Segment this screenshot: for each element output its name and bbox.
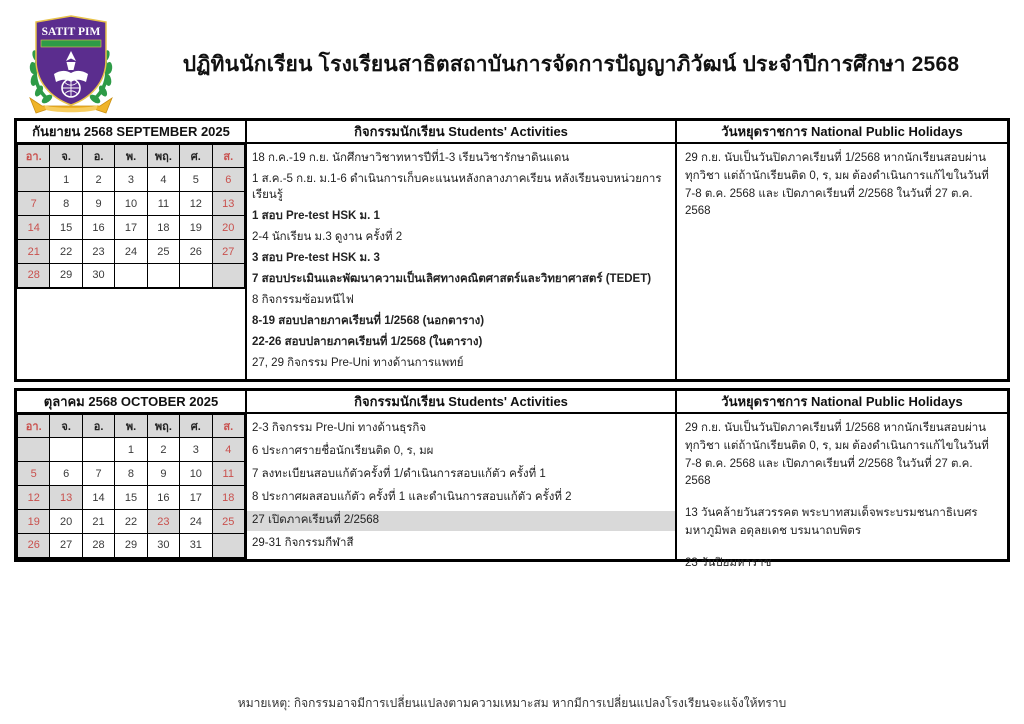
calendar-day: 24 xyxy=(180,510,212,534)
calendar-day: 6 xyxy=(50,462,82,486)
calendar-day: 16 xyxy=(147,486,179,510)
calendar-day: 9 xyxy=(147,462,179,486)
month-title: ตุลาคม 2568 OCTOBER 2025 xyxy=(17,391,245,414)
calendar-day: 14 xyxy=(82,486,114,510)
mini-calendar-container xyxy=(17,144,245,379)
activity-item: 7 สอบประเมินและพัฒนาความเป็นเลิศทางคณิตศาสตร์และวิทยาศาสตร์ (TEDET) xyxy=(252,272,652,285)
calendar-day: 31 xyxy=(180,534,212,558)
calendar-day: 19 xyxy=(180,216,212,240)
holidays-list xyxy=(677,144,1007,379)
weekday-header: พ. xyxy=(115,145,147,168)
activity-item: 18 ก.ค.-19 ก.ย. นักศึกษาวิชาทหารปีที่1-3 เรียนวิชารักษาดินแดน xyxy=(252,152,570,164)
activity-item: 8 กิจกรรมซ้อมหนีไฟ xyxy=(252,294,354,307)
calendar-day: 17 xyxy=(115,216,147,240)
calendar-day: 29 xyxy=(115,534,147,558)
calendar-day: 1 xyxy=(115,438,147,462)
weekday-header: ศ. xyxy=(180,145,212,168)
weekday-header: จ. xyxy=(50,415,82,438)
weekday-header: พ. xyxy=(115,415,147,438)
calendar-day: 24 xyxy=(115,240,147,264)
calendar-day: 3 xyxy=(115,168,147,192)
activities-column xyxy=(247,121,677,379)
calendar-day: 7 xyxy=(18,192,50,216)
calendar-day: 8 xyxy=(115,462,147,486)
calendar-day: 30 xyxy=(82,264,114,288)
weekday-header: ส. xyxy=(212,415,244,438)
calendar-day: 9 xyxy=(82,192,114,216)
calendar-empty-cell xyxy=(212,534,244,558)
calendar-day: 7 xyxy=(82,462,114,486)
calendar-day: 20 xyxy=(50,510,82,534)
calendar-day: 22 xyxy=(50,240,82,264)
month-section-october xyxy=(14,388,1010,569)
calendar-day: 21 xyxy=(18,240,50,264)
holiday-item: 29 ก.ย. นับเป็นวันปิดภาคเรียนที่ 1/2568 หากนักเรียนสอบผ่านทุกวิชา แต่ถ้านักเรียนติด 0, ร, มผ ต้องดำเนินการแก้ไขในวันที่ 7-8 ต.ค. 2568 และ เปิดภาคเรียนที่ 2/2568 ในวันที่ 27 ต.ค. 2568 xyxy=(685,152,989,218)
calendar-empty-cell xyxy=(18,168,50,192)
holidays-list xyxy=(677,414,1007,579)
calendar-day: 25 xyxy=(147,240,179,264)
calendar-empty-cell xyxy=(212,264,244,288)
weekday-header: พฤ. xyxy=(147,145,179,168)
calendar-day: 6 xyxy=(212,168,244,192)
footer-note: หมายเหตุ: กิจกรรมอาจมีการเปลี่ยนแปลงตามความเหมาะสม หากมีการเปลี่ยนแปลงโรงเรียนจะแจ้งให้ทราบ xyxy=(237,696,787,710)
mini-calendar xyxy=(17,414,245,559)
weekday-header: ส. xyxy=(212,145,244,168)
calendar-day: 25 xyxy=(212,510,244,534)
calendar-day: 11 xyxy=(212,462,244,486)
calendar-day: 16 xyxy=(82,216,114,240)
month-section-september xyxy=(14,118,1010,382)
activity-item: 2-3 กิจกรรม Pre-Uni ทางด้านธุรกิจ xyxy=(252,422,427,434)
holiday-item: 29 ก.ย. นับเป็นวันปิดภาคเรียนที่ 1/2568 หากนักเรียนสอบผ่านทุกวิชา แต่ถ้านักเรียนติด 0, ร, มผ ต้องดำเนินการแก้ไขในวันที่ 7-8 ต.ค. 2568 และ เปิดภาคเรียนที่ 2/2568 ในวันที่ 27 ต.ค. 2568 xyxy=(685,422,989,488)
calendar-day: 15 xyxy=(115,486,147,510)
calendar-day: 2 xyxy=(82,168,114,192)
activity-item: 29-31 กิจกรรมกีฬาสี xyxy=(252,537,354,550)
calendar-day: 12 xyxy=(18,486,50,510)
calendar-empty-cell xyxy=(147,264,179,288)
calendar-day: 18 xyxy=(212,486,244,510)
calendar-day: 12 xyxy=(180,192,212,216)
activity-item: 8-19 สอบปลายภาคเรียนที่ 1/2568 (นอกตาราง) xyxy=(252,315,485,328)
activity-item: 2-4 นักเรียน ม.3 ดูงาน ครั้งที่ 2 xyxy=(252,230,403,243)
activity-item: 22-26 สอบปลายภาคเรียนที่ 1/2568 (ในตาราง) xyxy=(252,336,483,349)
calendar-day: 23 xyxy=(82,240,114,264)
calendar-empty-cell xyxy=(18,438,50,462)
calendar-day: 28 xyxy=(18,264,50,288)
weekday-header: ศ. xyxy=(180,415,212,438)
calendar-empty-cell xyxy=(82,438,114,462)
activity-item: 7 ลงทะเบียนสอบแก้ตัวครั้งที่ 1/ดำเนินการสอบแก้ตัว ครั้งที่ 1 xyxy=(252,468,546,481)
calendar-day: 20 xyxy=(212,216,244,240)
weekday-header: อ. xyxy=(82,145,114,168)
calendar-day: 26 xyxy=(180,240,212,264)
calendar-day: 8 xyxy=(50,192,82,216)
weekday-header: อา. xyxy=(18,145,50,168)
month-title: กันยายน 2568 SEPTEMBER 2025 xyxy=(17,121,245,144)
calendar-day: 10 xyxy=(180,462,212,486)
activity-item: 27 เปิดภาคเรียนที่ 2/2568 xyxy=(247,511,675,531)
calendar-empty-cell xyxy=(50,438,82,462)
calendar-day: 13 xyxy=(212,192,244,216)
calendar-day: 29 xyxy=(50,264,82,288)
mini-calendar xyxy=(17,144,245,289)
activities-header: กิจกรรมนักเรียน Students' Activities xyxy=(247,391,675,414)
calendar-day: 2 xyxy=(147,438,179,462)
calendar-day: 21 xyxy=(82,510,114,534)
calendar-day: 28 xyxy=(82,534,114,558)
activity-item: 6 ประกาศรายชื่อนักเรียนติด 0, ร, มผ xyxy=(252,445,434,458)
calendar-column xyxy=(17,391,247,559)
holidays-header: วันหยุดราชการ National Public Holidays xyxy=(677,121,1007,144)
calendar-day: 11 xyxy=(147,192,179,216)
page-title: ปฏิทินนักเรียน โรงเรียนสาธิตสถาบันการจัดการปัญญาภิวัฒน์ ประจำปีการศึกษา 2568 xyxy=(182,53,960,76)
calendar-day: 14 xyxy=(18,216,50,240)
holidays-column xyxy=(677,121,1007,379)
weekday-header: จ. xyxy=(50,145,82,168)
calendar-day: 5 xyxy=(180,168,212,192)
weekday-header: อ. xyxy=(82,415,114,438)
calendar-day: 1 xyxy=(50,168,82,192)
activity-item: 1 สอบ Pre-test HSK ม. 1 xyxy=(252,209,380,222)
calendar-day: 18 xyxy=(147,216,179,240)
shield-icon xyxy=(36,16,106,105)
activities-list xyxy=(247,144,675,379)
calendar-day: 4 xyxy=(212,438,244,462)
calendar-empty-cell xyxy=(115,264,147,288)
calendar-day: 17 xyxy=(180,486,212,510)
weekday-header: พฤ. xyxy=(147,415,179,438)
calendar-day: 15 xyxy=(50,216,82,240)
school-crest-logo xyxy=(16,8,126,116)
calendar-day: 30 xyxy=(147,534,179,558)
activity-item: 3 สอบ Pre-test HSK ม. 3 xyxy=(252,251,380,264)
activity-item: 8 ประกาศผลสอบแก้ตัว ครั้งที่ 1 และดำเนินการสอบแก้ตัว ครั้งที่ 2 xyxy=(252,491,572,504)
calendar-day: 23 xyxy=(147,510,179,534)
activity-item: 27, 29 กิจกรรม Pre-Uni ทางด้านการแพทย์ xyxy=(252,357,464,370)
calendar-day: 3 xyxy=(180,438,212,462)
svg-text:SATIT PIM: SATIT PIM xyxy=(41,26,101,38)
calendar-column xyxy=(17,121,247,379)
calendar-day: 26 xyxy=(18,534,50,558)
holiday-item: 23 วันปิยมหาราช xyxy=(685,556,772,569)
holidays-header: วันหยุดราชการ National Public Holidays xyxy=(677,391,1007,414)
calendar-day: 13 xyxy=(50,486,82,510)
activity-item: 1 ส.ค.-5 ก.ย. ม.1-6 ดำเนินการเก็บคะแนนหลังกลางภาคเรียน หลังเรียนจบหน่วยการเรียนรู้ xyxy=(252,173,662,201)
calendar-day: 27 xyxy=(50,534,82,558)
calendar-day: 5 xyxy=(18,462,50,486)
activities-list xyxy=(247,414,675,559)
calendar-day: 22 xyxy=(115,510,147,534)
calendar-day: 27 xyxy=(212,240,244,264)
mini-calendar-container xyxy=(17,414,245,559)
activities-header: กิจกรรมนักเรียน Students' Activities xyxy=(247,121,675,144)
activities-column xyxy=(247,391,677,559)
holiday-item: 13 วันคล้ายวันสวรรคต พระบาทสมเด็จพระบรมชนกาธิเบศรมหาภูมิพล อดุลยเดช บรมนาถบพิตร xyxy=(685,507,978,538)
weekday-header: อา. xyxy=(18,415,50,438)
calendar-day: 4 xyxy=(147,168,179,192)
calendar-day: 10 xyxy=(115,192,147,216)
calendar-day: 19 xyxy=(18,510,50,534)
holidays-column xyxy=(677,391,1007,569)
calendar-empty-cell xyxy=(180,264,212,288)
